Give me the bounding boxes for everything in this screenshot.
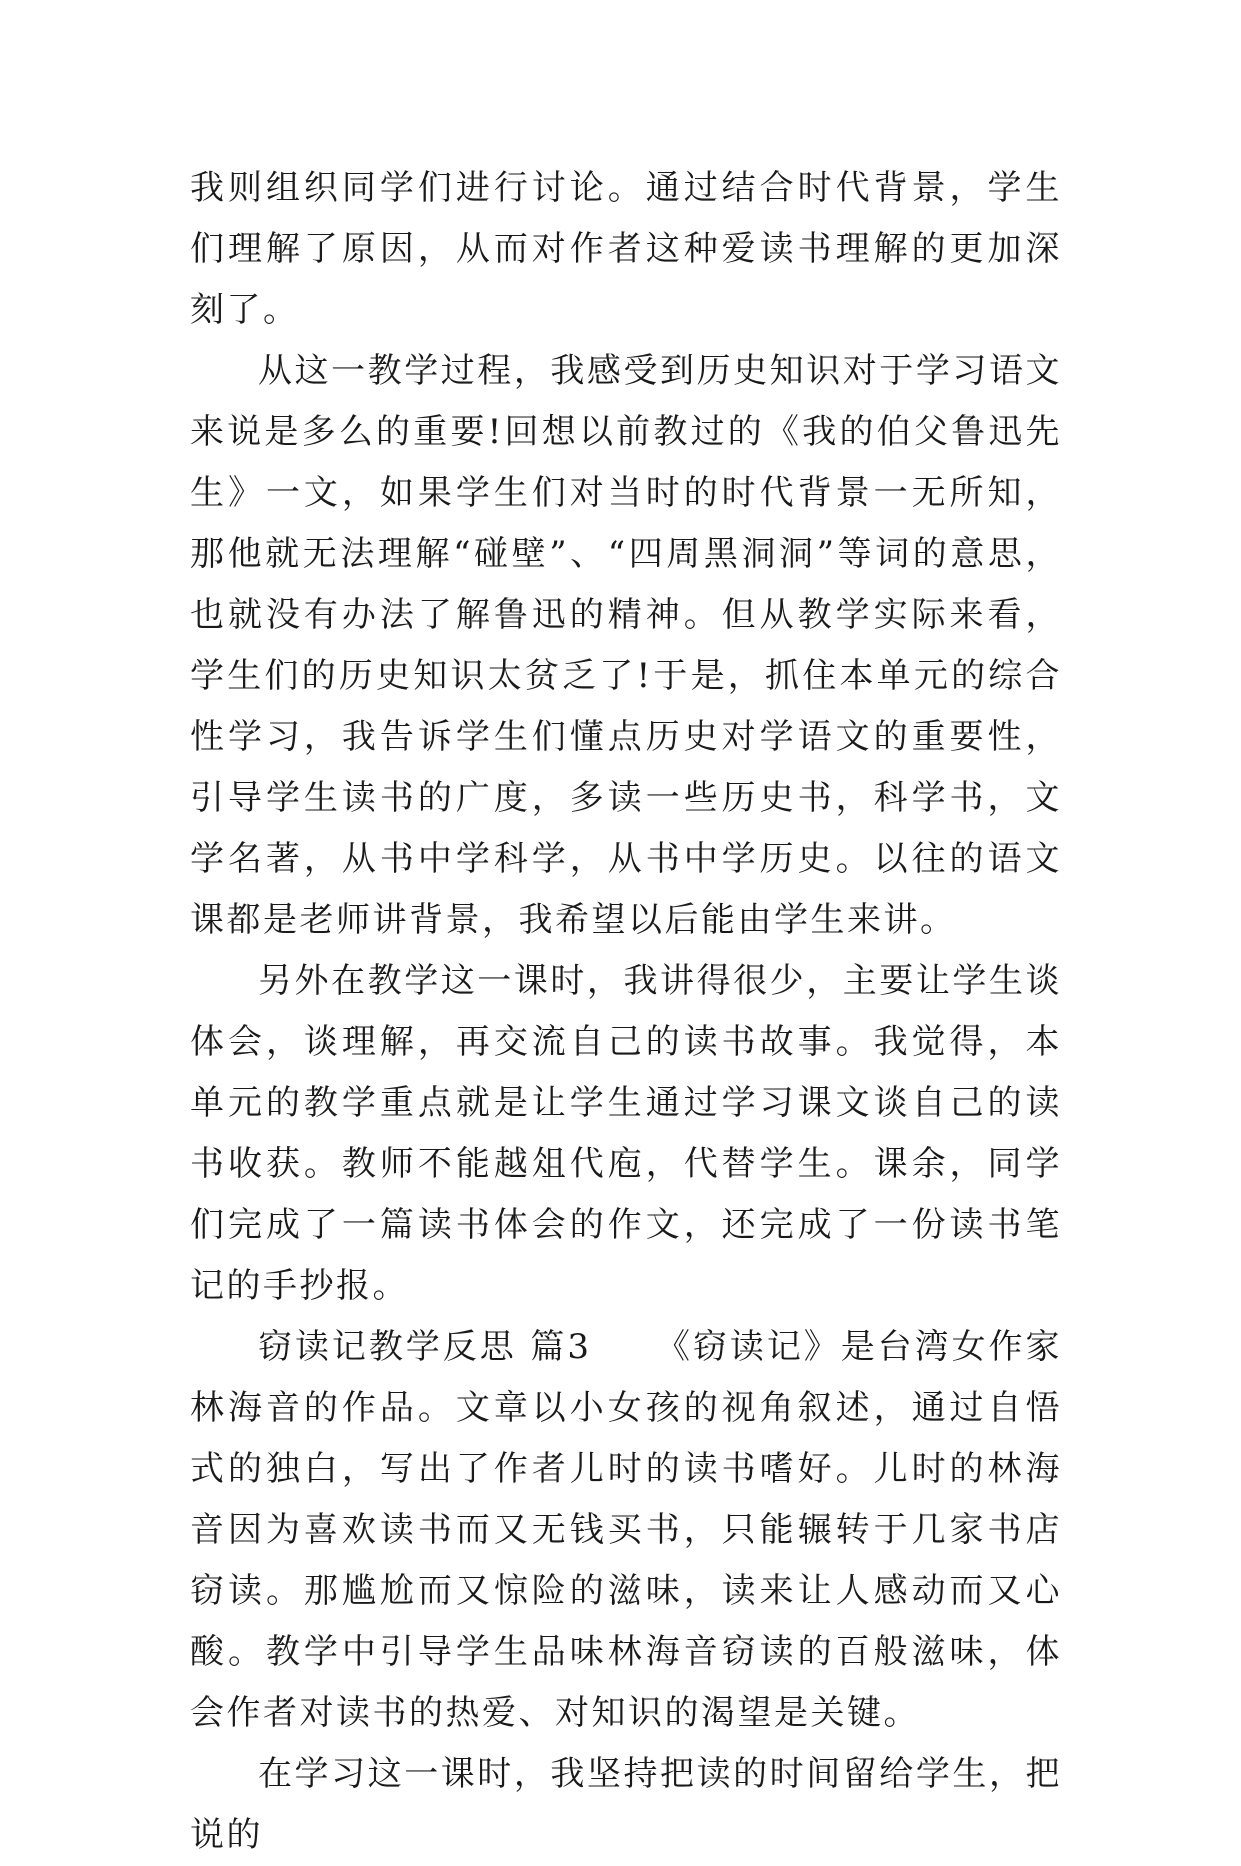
paragraph: 从这一教学过程，我感受到历史知识对于学习语文来说是多么的重要!回想以前教过的《我的伯父鲁迅先生》一文，如果学生们对当时的时代背景一无所知，那他就无法理解“碰壁”、“四周黑洞洞”等词的意思，也就没有办法了解鲁迅的精神。但从教学实际来看，学生们的历史知识太贫乏了!于是，抓住本单元的综合性学习，我告诉学生们懂点历史对学语文的重要性，引导学生读书的广度，多读一些历史书，科学书，文学名著，从书中学科学，从书中学历史。以往的语文课都是老师讲背景，我希望以后能由学生来讲。 <box>190 351 1062 940</box>
paragraph: 在学习这一课时，我坚持把读的时间留给学生，把说的 <box>190 1754 1062 1855</box>
paragraph-section-3: 窃读记教学反思 篇3 《窃读记》是台湾女作家林海音的作品。文章以小女孩的视角叙述，通过自悟式的独白，写出了作者儿时的读书嗜好。儿时的林海音因为喜欢读书而又无钱买书，只能辗转于几家书店窃读。那尴尬而又惊险的滋味，读来让人感动而又心酸。教学中引导学生品味林海音窃读的百般滋味，体会作者对读书的热爱、对知识的渴望是关键。 <box>190 1327 1062 1733</box>
paragraph-continued: 我则组织同学们进行讨论。通过结合时代背景，学生们理解了原因，从而对作者这种爱读书理解的更加深刻了。 <box>190 168 1062 330</box>
body-text <box>190 158 1062 1866</box>
paragraph: 另外在教学这一课时，我讲得很少，主要让学生谈体会，谈理解，再交流自己的读书故事。我觉得，本单元的教学重点就是让学生通过学习课文谈自己的读书收获。教师不能越俎代庖，代替学生。课余，同学们完成了一篇读书体会的作文，还完成了一份读书笔记的手抄报。 <box>190 961 1062 1306</box>
